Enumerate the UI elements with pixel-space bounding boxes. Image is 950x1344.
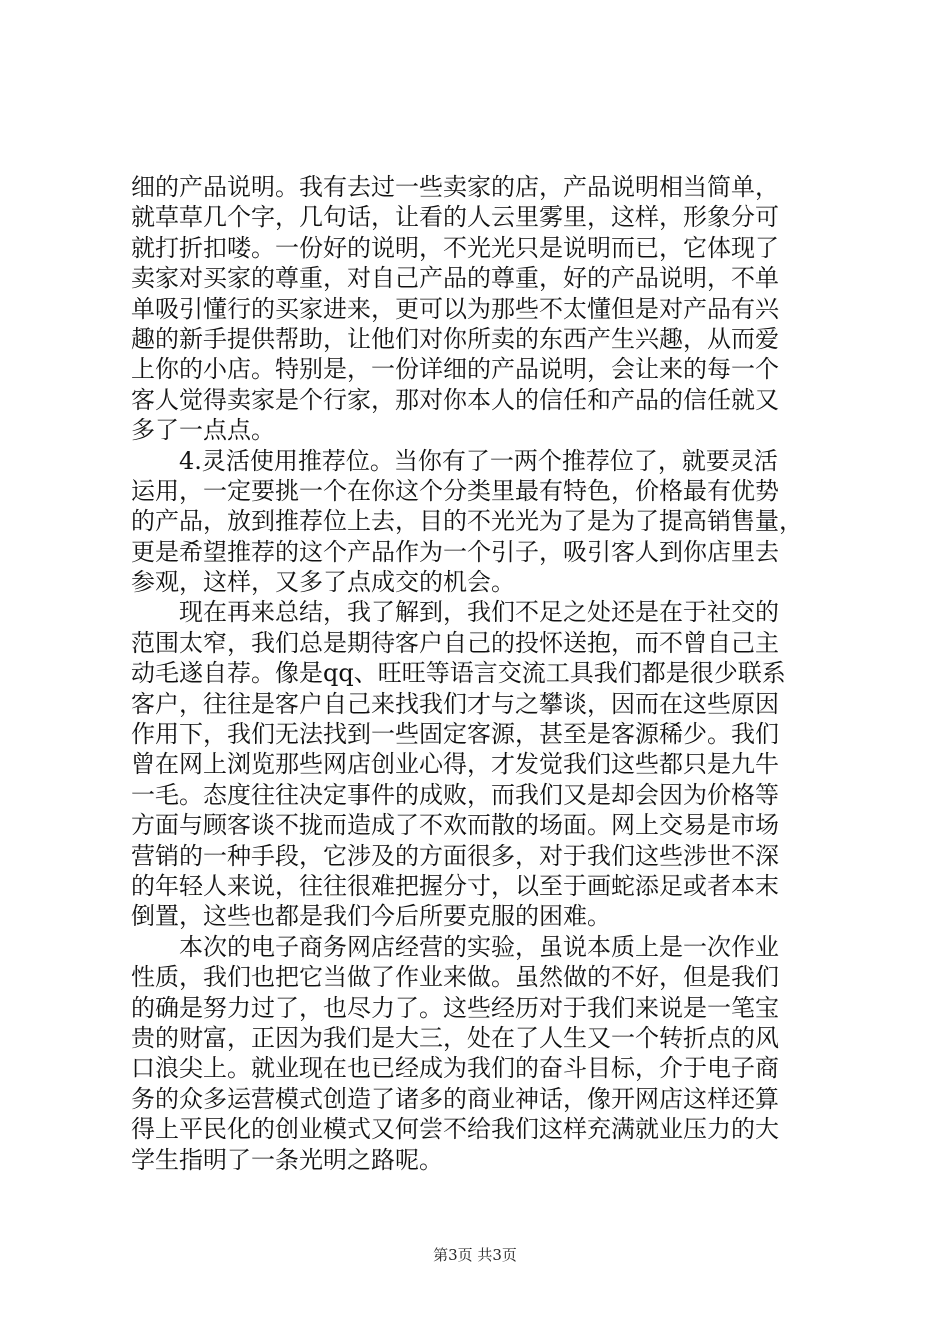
text-line: 倒置，这些也都是我们今后所要克服的困难。	[131, 902, 611, 931]
text-line: 的产品，放到推荐位上去，目的不光光为了是为了提高销售量，	[131, 507, 803, 536]
text-line: 的确是努力过了，也尽力了。这些经历对于我们来说是一笔宝	[131, 993, 779, 1022]
text-line: 得上平民化的创业模式又何尝不给我们这样充满就业压力的大	[131, 1115, 779, 1144]
text-line: 4.灵活使用推荐位。当你有了一两个推荐位了，就要灵活	[179, 446, 778, 475]
text-line: 就打折扣喽。一份好的说明，不光光只是说明而已，它体现了	[131, 233, 779, 262]
text-line: 更是希望推荐的这个产品作为一个引子，吸引客人到你店里去	[131, 537, 779, 566]
text-line: 单吸引懂行的买家进来，更可以为那些不太懂但是对产品有兴	[131, 294, 779, 323]
text-line: 口浪尖上。就业现在也已经成为我们的奋斗目标，介于电子商	[131, 1054, 779, 1083]
text-line: 多了一点点。	[131, 416, 275, 445]
text-line: 性质，我们也把它当做了作业来做。虽然做的不好，但是我们	[131, 963, 779, 992]
text-line: 范围太窄，我们总是期待客户自己的投怀送抱，而不曾自己主	[131, 628, 779, 657]
text-line: 营销的一种手段，它涉及的方面很多，对于我们这些涉世不深	[131, 841, 779, 870]
text-line: 一毛。态度往往决定事件的成败，而我们又是却会因为价格等	[131, 780, 779, 809]
text-line: 本次的电子商务网店经营的实验，虽说本质上是一次作业	[179, 932, 779, 961]
text-line: 运用，一定要挑一个在你这个分类里最有特色，价格最有优势	[131, 476, 779, 505]
text-line: 方面与顾客谈不拢而造成了不欢而散的场面。网上交易是市场	[131, 811, 779, 840]
text-line: 客户，往往是客户自己来找我们才与之攀谈，因而在这些原因	[131, 689, 779, 718]
text-line: 动毛遂自荐。像是qq、旺旺等语言交流工具我们都是很少联系	[131, 659, 786, 688]
text-line: 参观，这样，又多了点成交的机会。	[131, 568, 515, 597]
text-line: 卖家对买家的尊重，对自己产品的尊重，好的产品说明，不单	[131, 264, 779, 293]
text-line: 贵的财富，正因为我们是大三，处在了人生又一个转折点的风	[131, 1023, 779, 1052]
text-line: 的年轻人来说，往往很难把握分寸，以至于画蛇添足或者本末	[131, 871, 779, 900]
text-line: 就草草几个字，几句话，让看的人云里雾里，这样，形象分可	[131, 203, 779, 232]
text-line: 现在再来总结，我了解到，我们不足之处还是在于社交的	[179, 598, 779, 627]
text-line: 上你的小店。特别是，一份详细的产品说明，会让来的每一个	[131, 355, 779, 384]
text-line: 客人觉得卖家是个行家，那对你本人的信任和产品的信任就又	[131, 385, 779, 414]
page-footer: 第3页 共3页	[433, 1246, 517, 1264]
text-line: 细的产品说明。我有去过一些卖家的店，产品说明相当简单，	[131, 173, 779, 201]
text-line: 作用下，我们无法找到一些固定客源，甚至是客源稀少。我们	[131, 720, 779, 749]
document-body	[131, 172, 831, 1175]
text-line: 学生指明了一条光明之路呢。	[131, 1145, 443, 1174]
text-line: 趣的新手提供帮助，让他们对你所卖的东西产生兴趣，从而爱	[131, 324, 779, 353]
text-line: 务的众多运营模式创造了诸多的商业神话，像开网店这样还算	[131, 1084, 779, 1113]
text-line: 曾在网上浏览那些网店创业心得，才发觉我们这些都只是九牛	[131, 750, 779, 779]
